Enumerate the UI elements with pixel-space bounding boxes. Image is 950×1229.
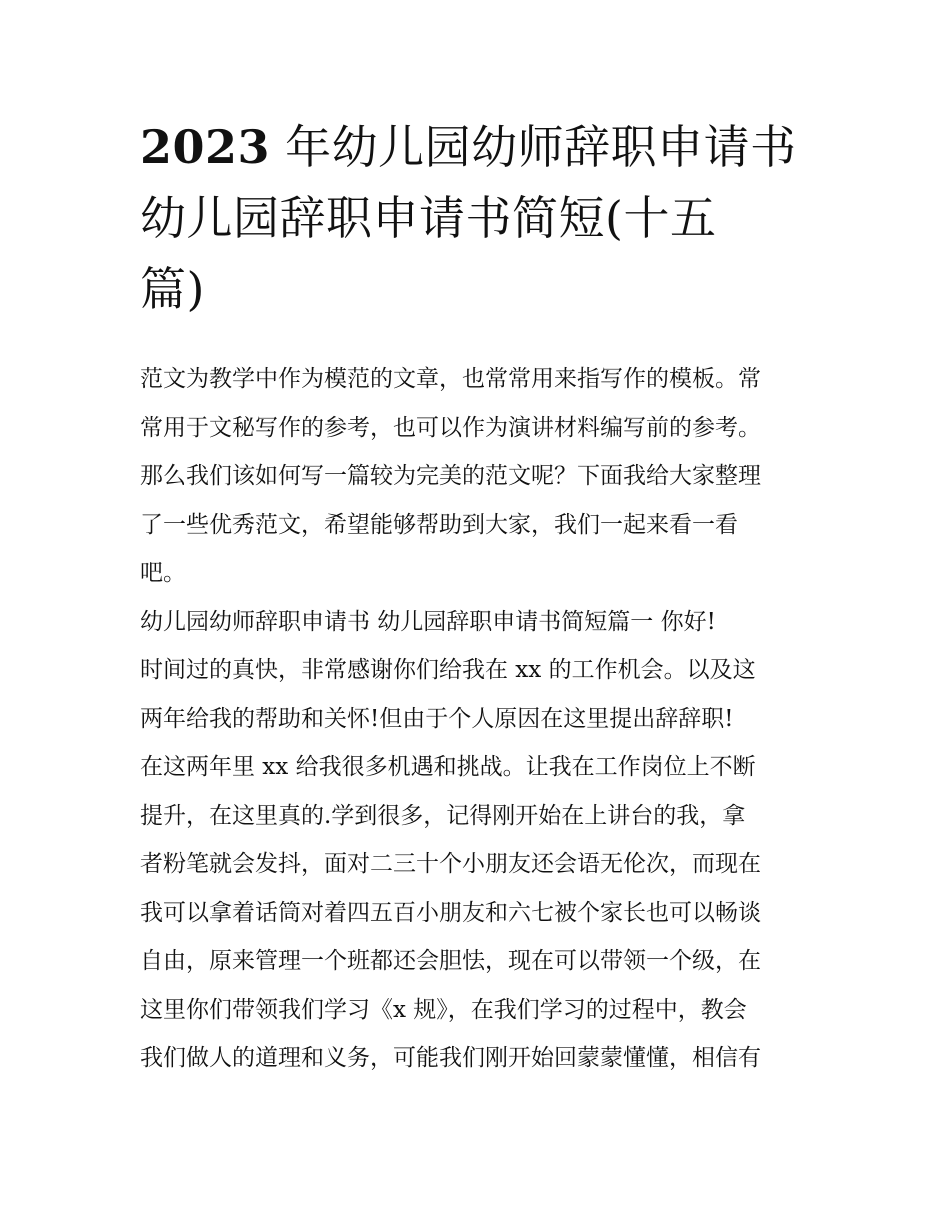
paragraph-line: 者粉笔就会发抖，面对二三十个小朋友还会语无伦次，而现在 — [140, 851, 761, 877]
title-line-1: 2023 年幼儿园幼师辞职申请书 — [140, 120, 797, 174]
paragraph-line: 在这两年里 xx 给我很多机遇和挑战。让我在工作岗位上不断 — [140, 754, 756, 780]
section-heading: 幼儿园幼师辞职申请书 幼儿园辞职申请书简短篇一 你好! — [140, 608, 716, 635]
paragraph-line: 我可以拿着话筒对着四五百小朋友和六七被个家长也可以畅谈 — [140, 899, 761, 926]
intro-line: 范文为教学中作为模范的文章，也常常用来指写作的模板。常 — [140, 366, 761, 392]
intro-line: 吧。 — [140, 560, 186, 586]
intro-line: 常用于文秘写作的参考，也可以作为演讲材料编写前的参考。 — [140, 414, 761, 441]
intro-line: 那么我们该如何写一篇较为完美的范文呢？下面我给大家整理 — [140, 463, 761, 489]
paragraph-line: 两年给我的帮助和关怀!但由于个人原因在这里提出辞辞职! — [140, 705, 734, 732]
intro-paragraph — [140, 355, 820, 598]
paragraph-line: 时间过的真快，非常感谢你们给我在 xx 的工作机会。以及这 — [140, 657, 756, 683]
document-title — [140, 112, 820, 325]
document-body — [140, 355, 820, 1083]
title-year: 2023 — [140, 120, 271, 174]
title-line-2: 幼儿园辞职申请书简短(十五 — [140, 191, 717, 245]
paragraph-line: 我们做人的道理和义务，可能我们刚开始回蒙蒙懂懂，相信有 — [140, 1045, 761, 1071]
paragraph-2 — [140, 743, 820, 1083]
paragraph-line: 提升，在这里真的.学到很多，记得刚开始在上讲台的我，拿 — [140, 802, 746, 829]
intro-line: 了一些优秀范文，希望能够帮助到大家，我们一起来看一看 — [140, 511, 738, 538]
paragraph-line: 自由，原来管理一个班都还会胆怯，现在可以带领一个级，在 — [140, 948, 761, 974]
paragraph-1 — [140, 646, 820, 743]
paragraph-line: 这里你们带领我们学习《x 规》，在我们学习的过程中，教会 — [140, 996, 747, 1023]
title-line-3: 篇) — [140, 262, 205, 316]
